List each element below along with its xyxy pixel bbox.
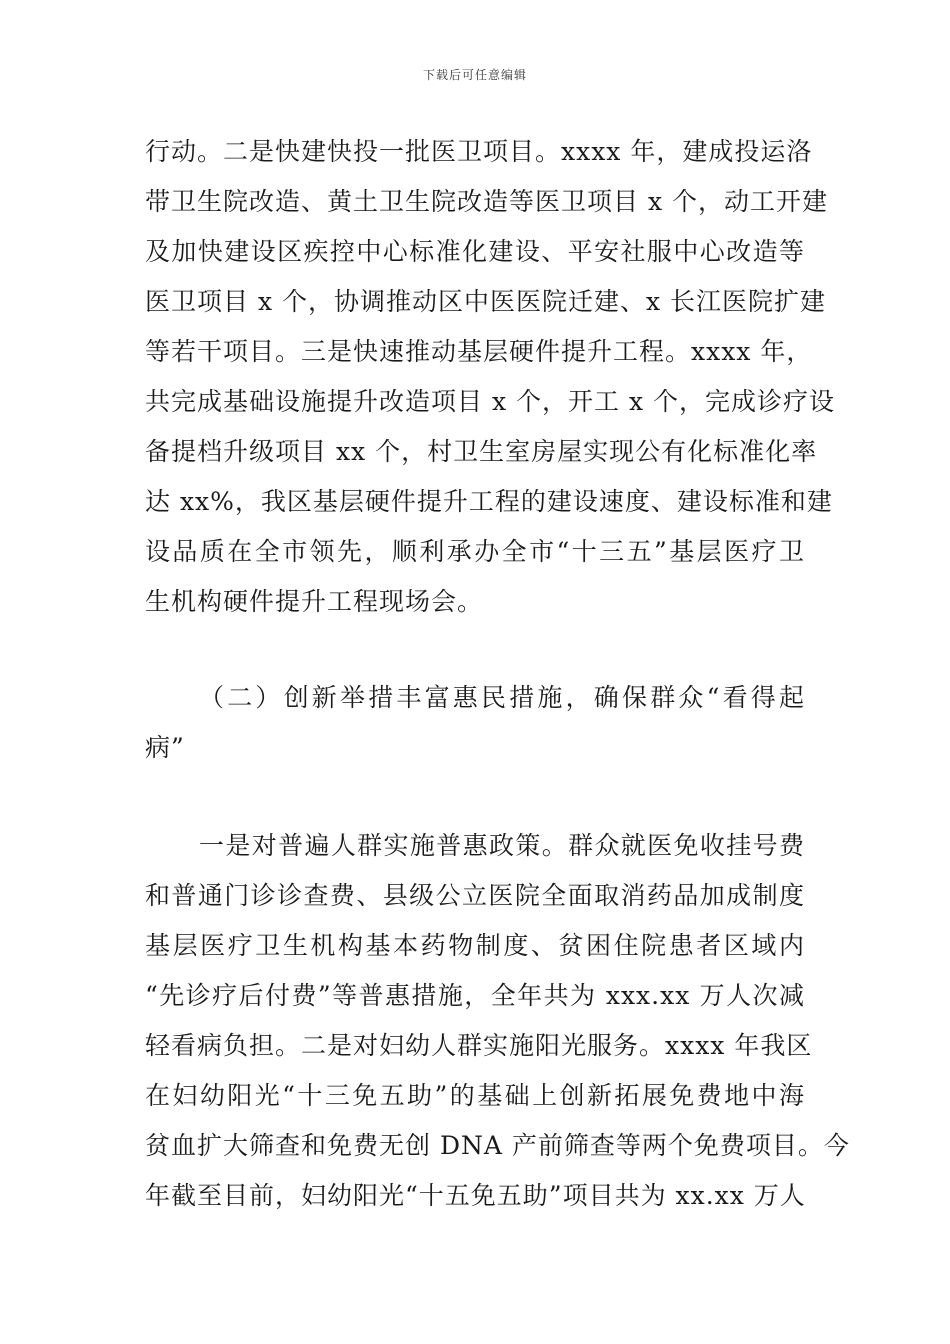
paragraph-2-line: 一是对普遍人群实施普惠政策。群众就医免收挂号费 xyxy=(199,831,805,860)
paragraph-2-line: “先诊疗后付费”等普惠措施，全年共为 xxx.xx 万人次减 xyxy=(145,981,805,1010)
paragraph-1-line: 设品质在全市领先，顺利承办全市“十三五”基层医疗卫 xyxy=(145,537,805,566)
paragraph-1-line: 等若干项目。三是快速推动基层硬件提升工程。xxxx 年， xyxy=(145,337,813,366)
paragraph-2-line: 基层医疗卫生机构基本药物制度、贫困住院患者区域内 xyxy=(145,931,805,960)
paragraph-1-line: 生机构硬件提升工程现场会。 xyxy=(145,587,484,616)
paragraph-1-line: 医卫项目 x 个，协调推动区中医医院迁建、x 长江医院扩建 xyxy=(145,287,827,316)
paragraph-1-line: 及加快建设区疾控中心标准化建设、平安社服中心改造等 xyxy=(145,237,805,266)
paragraph-2-line: 年截至目前，妇幼阳光“十五免五助”项目共为 xx.xx 万人 xyxy=(145,1181,806,1210)
paragraph-2-line: 轻看病负担。二是对妇幼人群实施阳光服务。xxxx 年我区 xyxy=(145,1031,813,1060)
paragraph-2-line: 在妇幼阳光“十三免五助”的基础上创新拓展免费地中海 xyxy=(145,1081,805,1110)
paragraph-1-line: 共完成基础设施提升改造项目 x 个，开工 x 个，完成诊疗设 xyxy=(145,387,835,416)
paragraph-1-line: 备提档升级项目 xx 个，村卫生室房屋实现公有化标准化率 xyxy=(145,437,818,466)
paragraph-1-line: 达 xx%，我区基层硬件提升工程的建设速度、建设标准和建 xyxy=(145,487,833,516)
section-heading: （二）创新举措丰富惠民措施，确保群众“看得起 xyxy=(199,683,805,712)
section-heading-line: 病” xyxy=(145,733,185,762)
paragraph-2-line: 贫血扩大筛查和免费无创 DNA 产前筛查等两个免费项目。今 xyxy=(145,1131,850,1160)
paragraph-1-line: 行动。二是快建快投一批医卫项目。xxxx 年，建成投运洛 xyxy=(145,137,813,166)
paragraph-2-line: 和普通门诊诊查费、县级公立医院全面取消药品加成制度 xyxy=(145,881,805,910)
paragraph-1-line: 带卫生院改造、黄土卫生院改造等医卫项目 x 个，动工开建 xyxy=(145,187,828,216)
header-note: 下载后可任意编辑 xyxy=(422,68,527,82)
